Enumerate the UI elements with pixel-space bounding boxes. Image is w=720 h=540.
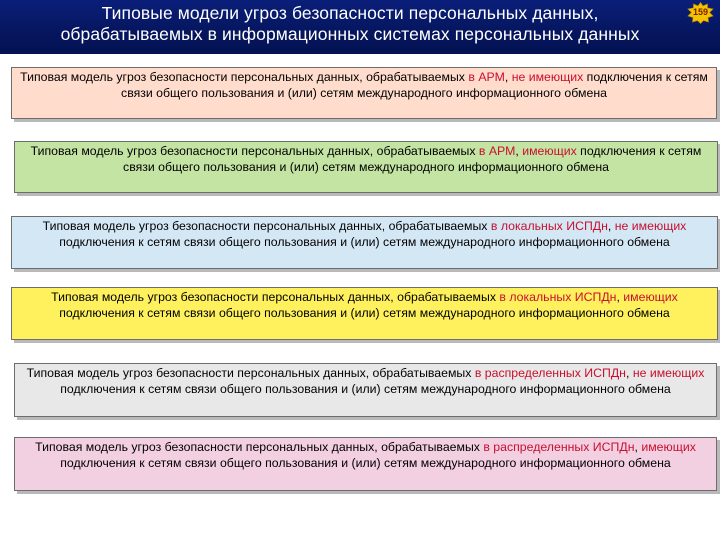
model-text: подключения к сетям связи общего пользования и (или) сетям международного информационного обмена [121,70,708,100]
model-box-2 [14,141,718,193]
model-text: Типовая модель угроз безопасности персональных данных, обрабатываемых [51,290,500,304]
model-text: Типовая модель угроз безопасности персональных данных, обрабатываемых [35,440,484,454]
title-line-1: Типовые модели угроз безопасности персональных данных, [101,3,599,23]
model-text: подключения к сетям связи общего пользования и (или) сетям международного информационного обмена [60,382,671,396]
model-box-1 [11,67,717,119]
highlighted-text: в распределенных ИСПДн [474,366,626,380]
model-text: , [515,144,523,158]
slide-number: 159 [692,7,709,17]
slide-header [0,0,720,54]
model-text: Типовая модель угроз безопасности персональных данных, обрабатываемых [30,144,479,158]
title-line-2: обрабатываемых в информационных системах персональных данных [60,24,640,44]
highlighted-text: в распределенных ИСПДн [483,440,635,454]
model-text: подключения к сетям связи общего пользования и (или) сетям международного информационного обмена [60,456,671,470]
highlighted-text: имеющих [522,144,577,158]
highlighted-text: в локальных ИСПДн [490,219,608,233]
model-text: подключения к сетям связи общего пользования и (или) сетям международного информационного обмена [59,235,670,249]
model-text: , [625,366,633,380]
page-title [20,3,680,45]
model-box-5 [14,363,717,417]
model-box-3 [11,216,718,269]
highlighted-text: не имеющих [614,219,687,233]
highlighted-text: не имеющих [511,70,584,84]
model-text: подключения к сетям связи общего пользования и (или) сетям международного информационного обмена [59,306,670,320]
highlighted-text: имеющих [641,440,696,454]
slide-number-badge [687,2,714,24]
model-text: Типовая модель угроз безопасности персональных данных, обрабатываемых [26,366,475,380]
model-text: , [616,290,624,304]
model-box-4 [11,287,718,340]
model-text: Типовая модель угроз безопасности персональных данных, обрабатываемых [20,70,469,84]
highlighted-text: не имеющих [632,366,705,380]
model-text: подключения к сетям связи общего пользования и (или) сетям международного информационного обмена [123,144,702,174]
highlighted-text: имеющих [623,290,678,304]
model-box-6 [14,437,717,491]
highlighted-text: в АРМ [478,144,516,158]
model-text: , [607,219,615,233]
highlighted-text: в АРМ [468,70,505,84]
model-text: Типовая модель угроз безопасности персональных данных, обрабатываемых [42,219,491,233]
model-text: , [634,440,642,454]
model-text: , [504,70,512,84]
highlighted-text: в локальных ИСПДн [499,290,617,304]
